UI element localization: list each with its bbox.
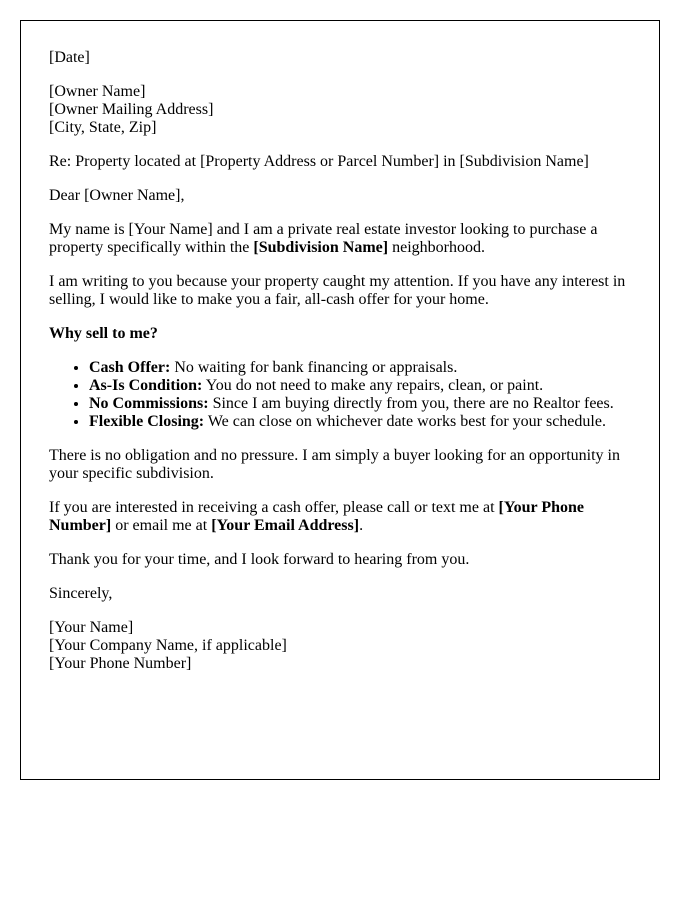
list-item (89, 413, 631, 431)
intro-text (49, 221, 631, 257)
re-line-text: Re: Property located at [Property Address or Parcel Number] in [Subdivision Name] (49, 153, 589, 170)
contact-part2: or email me at (111, 517, 212, 534)
signature-company: [Your Company Name, if applicable] (49, 637, 287, 654)
why-heading-text: Why sell to me? (49, 325, 158, 342)
owner-city-state-zip: [City, State, Zip] (49, 119, 157, 136)
re-line (49, 153, 631, 171)
thanks-paragraph (49, 551, 631, 569)
list-item (89, 359, 631, 377)
contact-text (49, 499, 631, 535)
contact-phone-bold: [Your Phone Number] (49, 499, 585, 534)
contact-part3: . (359, 517, 364, 534)
owner-address-block (49, 83, 631, 137)
reason-label: Flexible Closing: (89, 413, 205, 430)
why-heading (49, 325, 631, 343)
contact-email-bold: [Your Email Address] (211, 517, 360, 534)
thanks-text: Thank you for your time, and I look forward to hearing from you. (49, 551, 470, 568)
owner-name: [Owner Name] (49, 83, 146, 100)
contact-paragraph (49, 499, 631, 535)
interest-text: I am writing to you because your property caught my attention. If you have any interest in selling, I would like to make you a fair, all-cash offer for your home. (49, 273, 626, 308)
reason-text: No waiting for bank financing or appraisals. (170, 359, 458, 376)
closing-text: Sincerely, (49, 585, 113, 602)
date-text: [Date] (49, 49, 90, 66)
reasons-list (49, 359, 631, 431)
intro-paragraph (49, 221, 631, 257)
owner-mailing-address: [Owner Mailing Address] (49, 101, 214, 118)
list-item (89, 395, 631, 413)
signature-name: [Your Name] (49, 619, 134, 636)
list-item (89, 377, 631, 395)
intro-part2: neighborhood. (388, 239, 485, 256)
reason-text: You do not need to make any repairs, clean, or paint. (202, 377, 544, 394)
no-obligation-paragraph (49, 447, 631, 483)
reason-text: Since I am buying directly from you, there are no Realtor fees. (208, 395, 614, 412)
intro-subdivision-bold: [Subdivision Name] (253, 239, 389, 256)
intro-part1: My name is [Your Name] and I am a private real estate investor looking to purchase a property specifically within the (49, 221, 598, 256)
reason-text: We can close on whichever date works best for your schedule. (204, 413, 606, 430)
reason-label: Cash Offer: (89, 359, 171, 376)
date-line (49, 49, 631, 67)
signature-block (49, 619, 631, 673)
contact-part1: If you are interested in receiving a cash offer, please call or text me at (49, 499, 499, 516)
no-obligation-text: There is no obligation and no pressure. I am simply a buyer looking for an opportunity in your specific subdivision. (49, 447, 620, 482)
reason-label: No Commissions: (89, 395, 209, 412)
interest-paragraph (49, 273, 631, 309)
letter-page (20, 20, 660, 780)
salutation (49, 187, 631, 205)
signature-phone: [Your Phone Number] (49, 655, 192, 672)
reason-label: As-Is Condition: (89, 377, 203, 394)
closing (49, 585, 631, 603)
salutation-text: Dear [Owner Name], (49, 187, 185, 204)
